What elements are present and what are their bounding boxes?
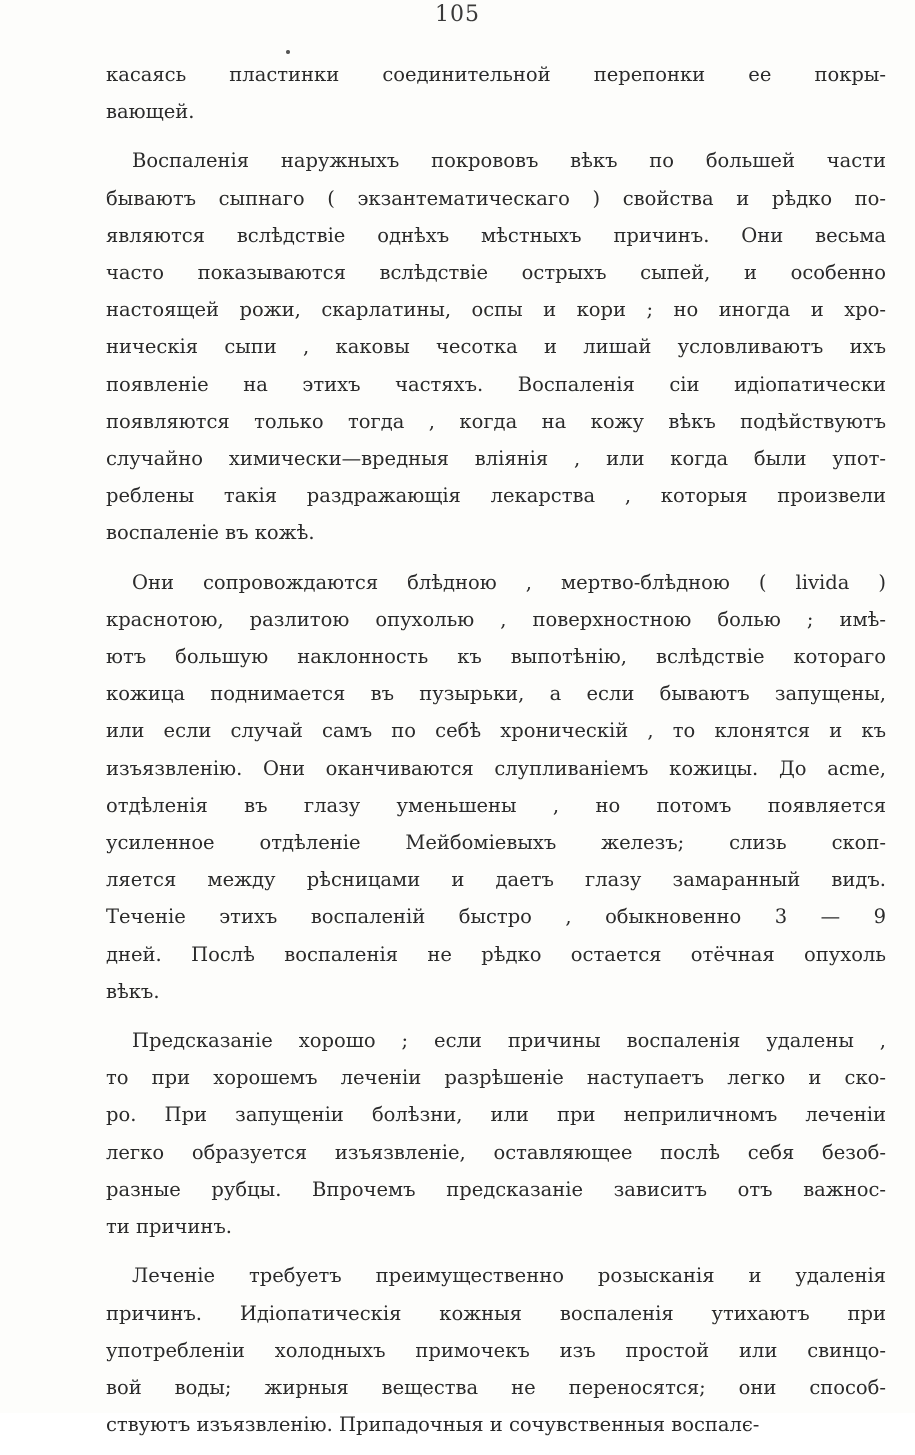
- text-line: усиленное отдѣленіе Мейбоміевыхъ железъ; слизь скоп-: [106, 831, 886, 855]
- text-line: то при хорошемъ леченіи разрѣшеніе наступаетъ легко и ско-: [106, 1066, 886, 1090]
- ink-dot: [286, 50, 290, 54]
- text-line: ютъ большую наклонность къ выпотѣнію, вслѣдствіе котораго: [106, 645, 886, 669]
- text-line: ти причинъ.: [106, 1215, 232, 1239]
- text-line: или если случай самъ по себѣ хроническій , то клонятся и къ: [106, 719, 886, 743]
- paragraph: [106, 56, 886, 130]
- text-line: Предсказаніе хорошо ; если причины воспаленія удалены ,: [132, 1029, 886, 1053]
- paragraph: [106, 1257, 886, 1443]
- text-line: бываютъ сыпнаго ( экзантематическаго ) свойства и рѣдко по-: [106, 186, 886, 210]
- paragraph: [106, 142, 886, 551]
- text-line: дней. Послѣ воспаленія не рѣдко остается отёчная опухоль: [106, 942, 886, 966]
- text-line: вой воды; жирныя вещества не переносятся; они способ-: [106, 1375, 886, 1399]
- text-line: изъязвленію. Они оканчиваются слупливаніемъ кожицы. До acme,: [106, 756, 886, 780]
- paragraph: [106, 1022, 886, 1245]
- text-line: появленіе на этихъ частяхъ. Воспаленія сіи идіопатически: [106, 372, 886, 396]
- text-line: реблены такія раздражающія лекарства , которыя произвели: [106, 484, 886, 508]
- text-line: настоящей рожи, скарлатины, оспы и кори ; но иногда и хро-: [106, 298, 886, 322]
- text-line: воспаленіе въ кожѣ.: [106, 521, 315, 545]
- text-line: употребленіи холодныхъ примочекъ изъ простой или свинцо-: [106, 1338, 886, 1362]
- text-line: вѣкъ.: [106, 979, 160, 1003]
- text-line: легко образуется изъязвленіе, оставляющее послѣ себя безоб-: [106, 1140, 886, 1164]
- text-line: являются вслѣдствіе однѣхъ мѣстныхъ причинъ. Они весьма: [106, 223, 886, 247]
- text-line: краснотою, разлитою опухолью , поверхностною болью ; имѣ-: [106, 607, 886, 631]
- text-line: ро. При запущеніи болѣзни, или при неприличномъ леченіи: [106, 1103, 886, 1127]
- text-line: Они сопровождаются блѣдною , мертво-блѣдною ( livida ): [132, 570, 886, 594]
- text-line: отдѣленія въ глазу уменьшены , но потомъ появляется: [106, 793, 886, 817]
- text-line: кожица поднимается въ пузырьки, а если бываютъ запущены,: [106, 682, 886, 706]
- text-line: вающей.: [106, 100, 195, 124]
- paragraph: [106, 564, 886, 1010]
- text-line: ническія сыпи , каковы чесотка и лишай условливаютъ ихъ: [106, 335, 886, 359]
- text-line: появляются только тогда , когда на кожу вѣкъ подѣйствуютъ: [106, 409, 886, 433]
- text-line: ствуютъ изъязвленію. Припадочныя и сочувственныя воспалє-: [106, 1413, 760, 1437]
- text-line: касаясь пластинки соединительной перепонки ее покры-: [106, 63, 886, 86]
- text-line: разные рубцы. Впрочемъ предсказаніе зависитъ отъ важнос-: [106, 1177, 886, 1201]
- page-number: 105: [435, 2, 480, 27]
- text-line: Леченіе требуетъ преимущественно розысканія и удаленія: [132, 1264, 886, 1288]
- body-text: [106, 56, 886, 1455]
- text-line: ляется между рѣсницами и даетъ глазу замаранный видъ.: [106, 868, 886, 892]
- text-line: Воспаленія наружныхъ покрововъ вѣкъ по большей части: [132, 149, 886, 173]
- text-line: причинъ. Идіопатическія кожныя воспаленія утихаютъ при: [106, 1301, 886, 1325]
- text-line: часто показываются вслѣдствіе острыхъ сыпей, и особенно: [106, 261, 886, 285]
- text-line: Теченіе этихъ воспаленій быстро , обыкновенно 3 — 9: [106, 905, 886, 929]
- text-line: случайно химически—вредныя вліянія , или когда были упот-: [106, 447, 886, 471]
